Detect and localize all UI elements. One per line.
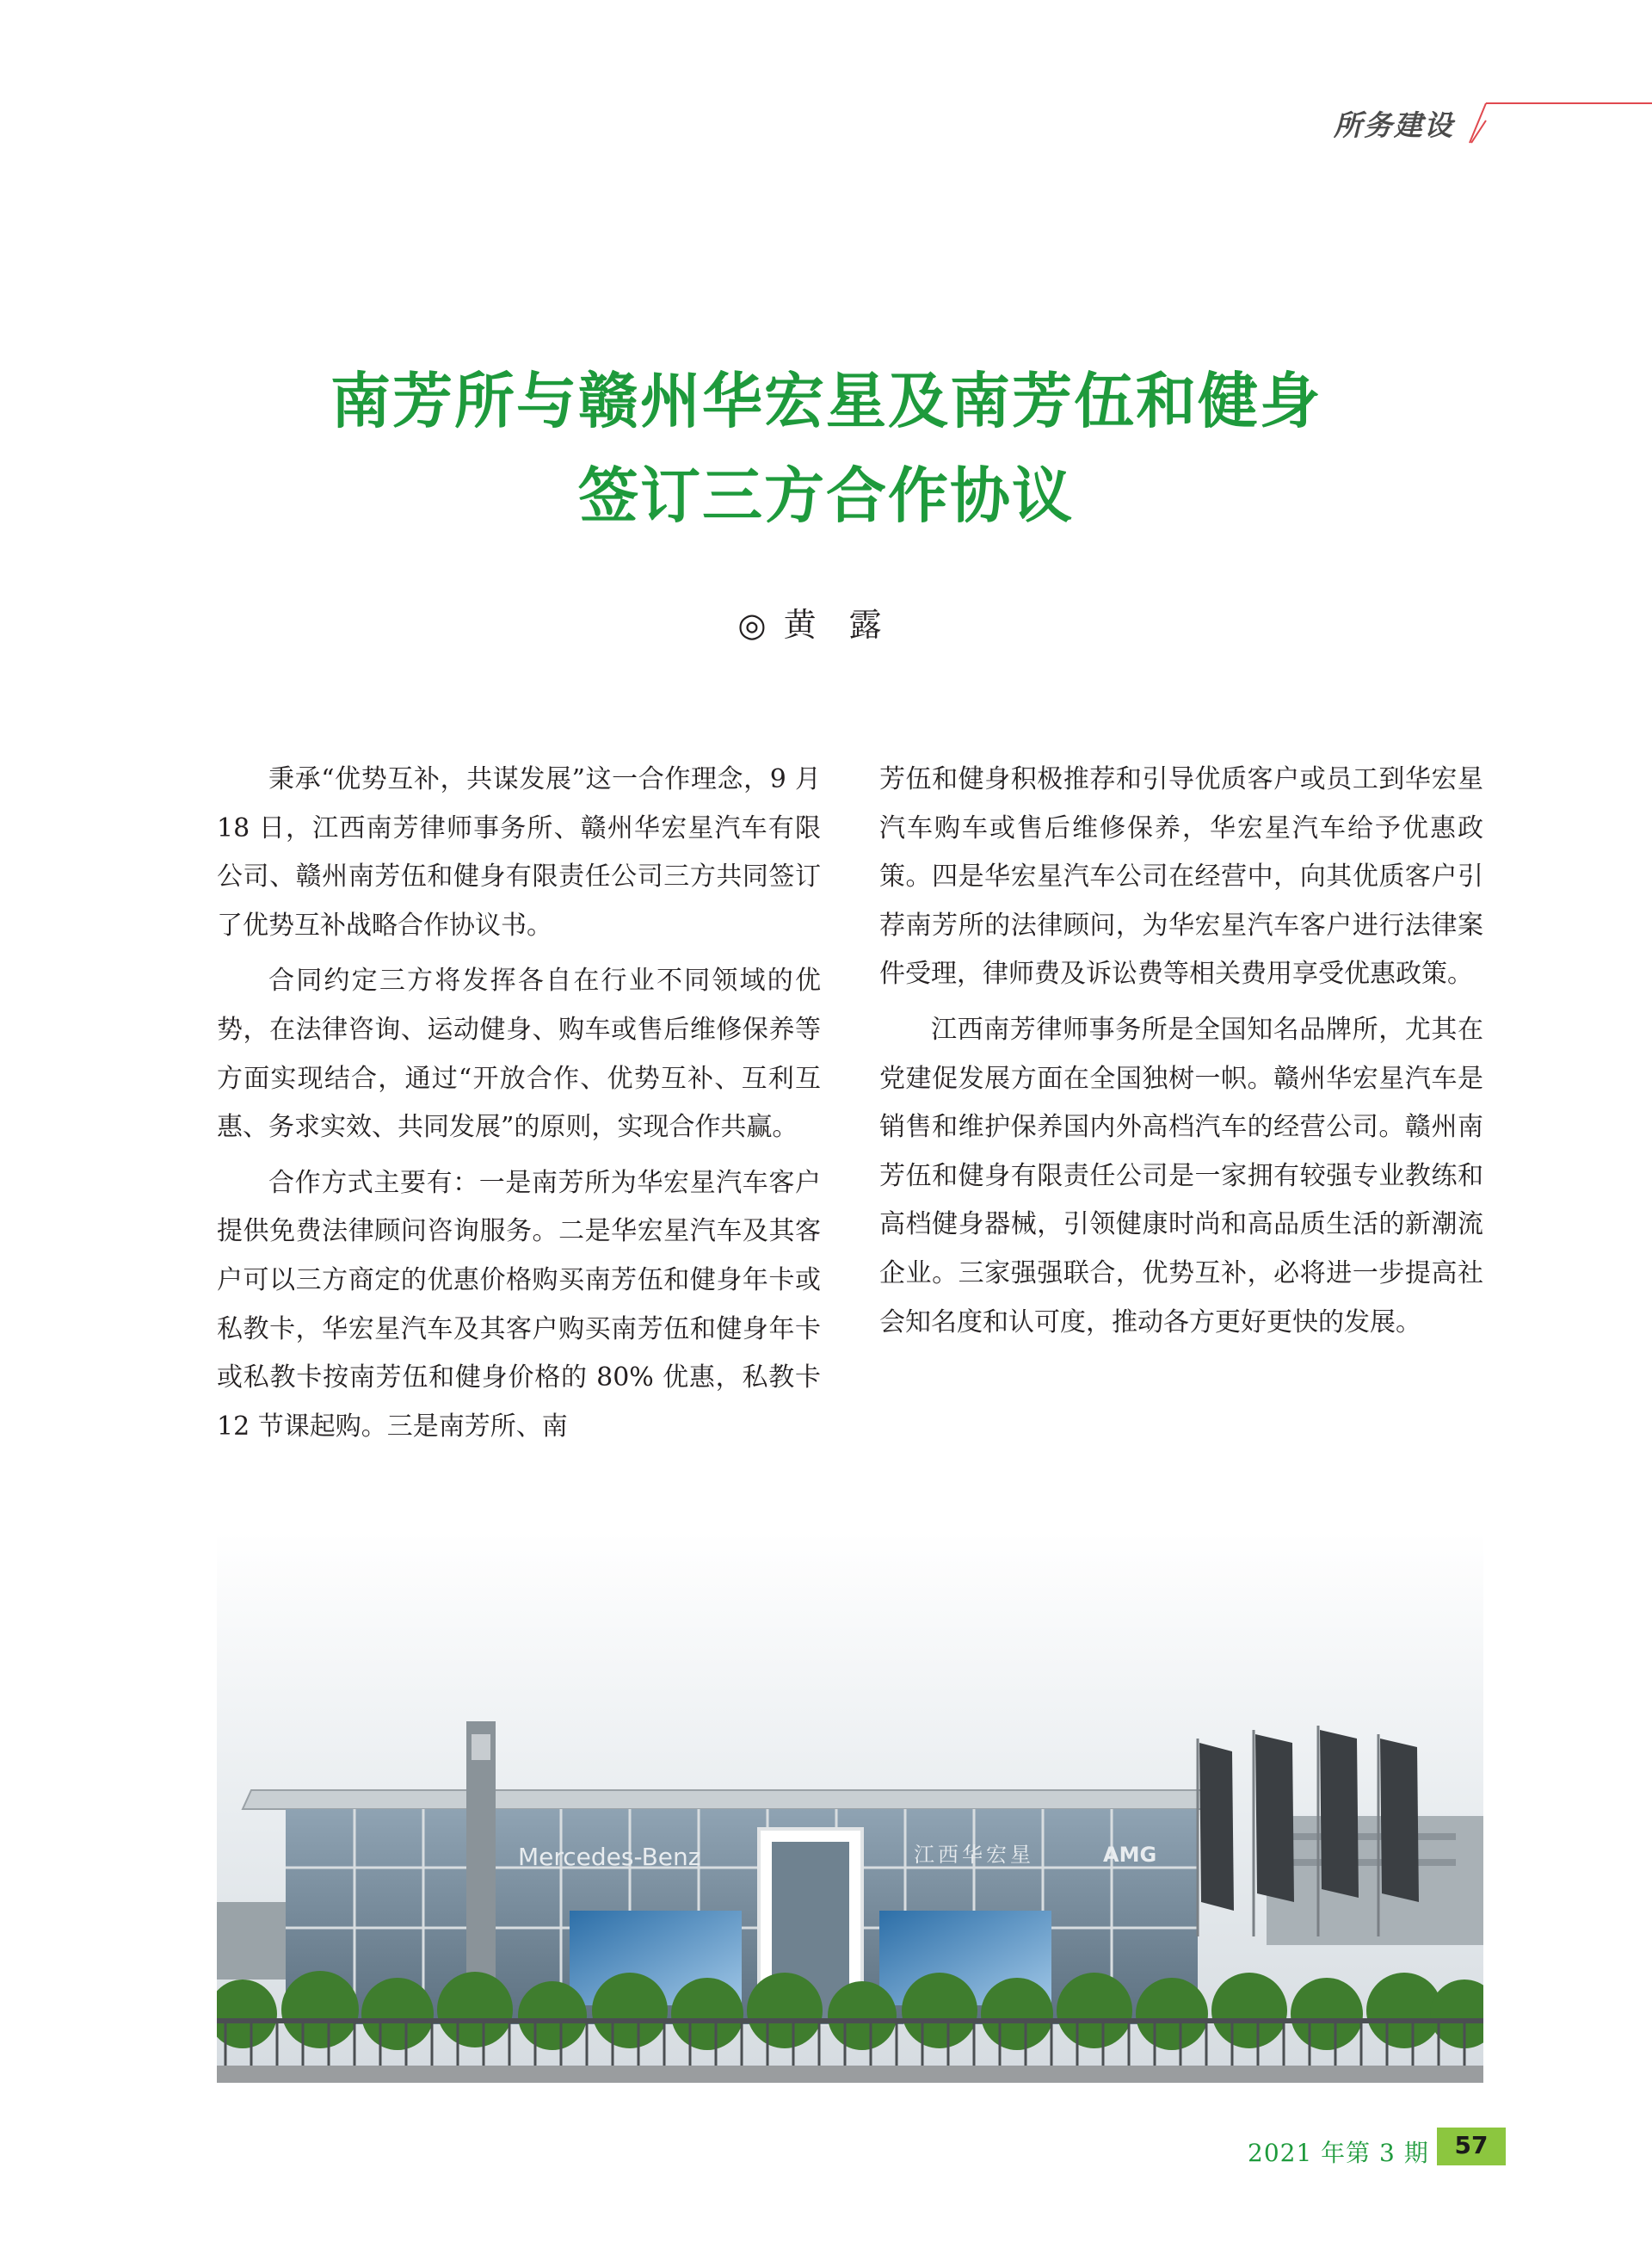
page-number-box (1437, 2128, 1506, 2165)
body-column-right (879, 756, 1483, 1354)
dealer-sign: 江西华宏星 (914, 1843, 1034, 1867)
paragraph: 秉承“优势互补，共谋发展”这一合作理念，9 月 18 日，江西南芳律师事务所、赣州华宏星汽车有限公司、赣州南芳伍和健身有限责任公司三方共同签订了优势互补战略合作协议书。 (217, 764, 821, 941)
paragraph: 合作方式主要有：一是南芳所为华宏星汽车客户提供免费法律顾问咨询服务。二是华宏星汽车及其客户可以三方商定的优惠价格购买南芳伍和健身年卡或私教卡，华宏星汽车及其客户购买南芳伍和健身年卡或私教卡按南芳伍和健身价格的 80% 优惠，私教卡 12 节课起购。三是南芳所、南 (217, 1167, 821, 1442)
author-line (0, 598, 1652, 645)
paragraph: 江西南芳律师事务所是全国知名品牌所，尤其在党建促发展方面在全国独树一帜。赣州华宏星汽车是销售和维护保养国内外高档汽车的经营公司。赣州南芳伍和健身有限责任公司是一家拥有较强专业教练和高档健身器械，引领健康时尚和高品质生活的新潮流企业。三家强强联合，优势互补，必将进一步提高社会知名度和认可度，推动各方更好更快的发展。 (879, 1014, 1483, 1337)
issue-label: 2021 年第 3 期 (1248, 2139, 1429, 2167)
dealership-photo (217, 1532, 1483, 2083)
section-label: 所务建设 (1334, 108, 1454, 142)
article-title-line-1: 南芳所与赣州华宏星及南芳伍和健身 (330, 366, 1322, 436)
paragraph: 合同约定三方将发挥各自在行业不同领域的优势，在法律咨询、运动健身、购车或售后维修保养等方面实现结合，通过“开放合作、优势互补、互利互惠、务求实效、共同发展”的原则，实现合作共赢。 (217, 966, 821, 1143)
paragraph: 芳伍和健身积极推荐和引导优质客户或员工到华宏星汽车购车或售后维修保养，华宏星汽车给予优惠政策。四是华宏星汽车公司在经营中，向其优质客户引荐南芳所的法律顾问，为华宏星汽车客户进行法律案件受理，律师费及诉讼费等相关费用享受优惠政策。 (879, 764, 1483, 990)
author-name: 黄露 (783, 606, 915, 644)
mercedes-sign: Mercedes-Benz (518, 1843, 701, 1871)
body-column-left (217, 756, 821, 1458)
section-header-rule (1316, 95, 1652, 146)
author-mark: ◎ (737, 606, 772, 644)
amg-sign: AMG (1103, 1843, 1157, 1867)
article-title-line-2: 签订三方合作协议 (578, 460, 1074, 531)
page-number: 57 (1454, 2131, 1489, 2159)
section-header (1316, 95, 1652, 146)
